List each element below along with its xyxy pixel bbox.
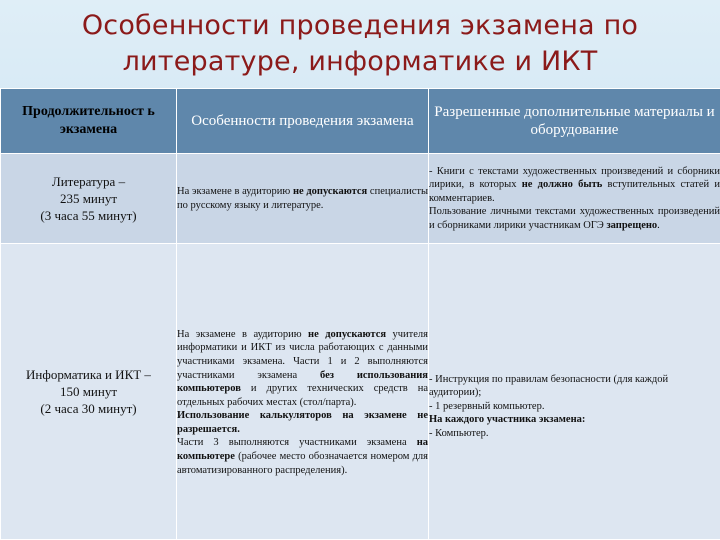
- subject-name: Информатика и ИКТ –: [26, 367, 151, 382]
- duration-hours: (2 часа 30 минут): [40, 401, 137, 416]
- features-bold: без использования компьютеров: [177, 369, 428, 395]
- materials-text: вступительных статей и комментариев.: [429, 179, 720, 204]
- materials-bold: не должно быть: [521, 179, 603, 191]
- exam-table: [0, 88, 720, 540]
- features-text-part: (рабочее место обозначается номером для автоматизированного распределения).: [177, 451, 428, 476]
- materials-text-part: Пользование личными текстами художественных произведений и сборниками лирики участникам ОГЭ: [429, 206, 720, 231]
- features-bold: на компьютере: [177, 437, 428, 463]
- page-title: [0, 8, 720, 80]
- duration-cell: [1, 154, 177, 244]
- materials-cell: [429, 154, 720, 244]
- features-cell: [177, 154, 429, 244]
- materials-line: - 1 резервный компьютер.: [429, 400, 545, 412]
- header-duration: Продолжительност ь экзамена: [1, 89, 177, 154]
- duration-hours: (3 часа 55 минут): [40, 208, 137, 223]
- title-line-1: Особенности проведения экзамена по: [81, 10, 639, 41]
- features-text: На экзамене в аудиторию: [177, 328, 309, 340]
- table-header-row: [1, 89, 720, 154]
- header-features: Особенности проведения экзамена: [177, 89, 429, 154]
- title-line-2: литературе, информатике и ИКТ: [122, 46, 598, 77]
- duration-minutes: 235 минут: [59, 191, 118, 206]
- materials-bold-line: На каждого участника экзамена:: [429, 414, 586, 426]
- table-row: [1, 154, 720, 244]
- materials-cell: [429, 244, 720, 540]
- materials-text: - Книги с текстами художественных произведений и сборники лирики, в которых: [429, 165, 720, 191]
- table-row: [1, 244, 720, 540]
- features-text-part: Части 3 выполняются участниками экзамена: [177, 437, 417, 449]
- duration-minutes: 150 минут: [59, 384, 118, 399]
- features-text: специалисты по русскому языку и литературе.: [177, 185, 429, 211]
- header-materials: Разрешенные дополнительные материалы и оборудование: [429, 89, 720, 154]
- subject-name: Литература –: [51, 174, 126, 189]
- features-text: и других технических средств на отдельных рабочих местах (стол/парта).: [177, 383, 428, 408]
- features-text: На экзамене в аудиторию: [177, 185, 293, 197]
- materials-line: - Инструкция по правилам безопасности (для каждой аудитории);: [429, 373, 669, 399]
- features-bold: не допускаются: [292, 185, 368, 197]
- materials-text: [429, 205, 720, 232]
- features-text: учителя информатики и ИКТ из числа работающих с данными участниками экзамена. Части 1 и 2 выполняются участниками экзамена: [177, 328, 428, 381]
- duration-cell: [1, 244, 177, 540]
- features-cell: [177, 244, 429, 540]
- features-bold: Использование калькуляторов на экзамене не разрешается.: [177, 410, 428, 435]
- materials-bold: запрещено: [606, 219, 658, 231]
- materials-text-part: .: [657, 219, 660, 231]
- materials-line: - Компьютер.: [429, 427, 489, 439]
- features-bold: не допускаются: [308, 328, 387, 340]
- features-text: [177, 436, 428, 477]
